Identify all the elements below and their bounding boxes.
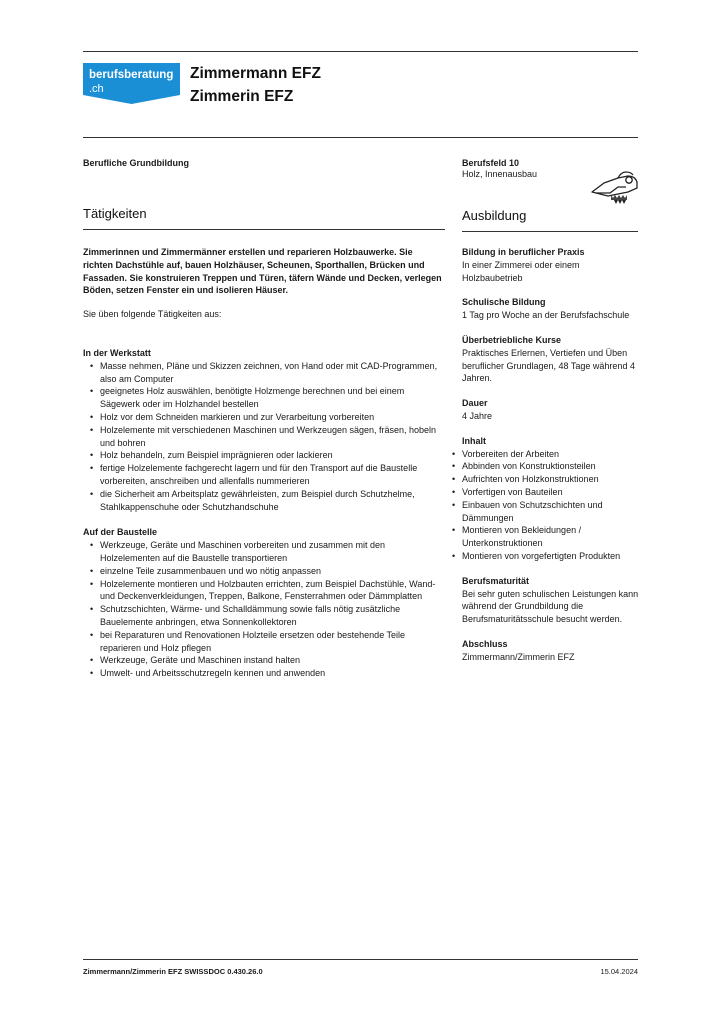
list-item: • Werkzeuge, Geräte und Maschinen instand halten bbox=[83, 654, 445, 667]
training-column bbox=[462, 246, 640, 676]
schule-block bbox=[462, 296, 640, 322]
list-item: • Holzelemente mit verschiedenen Maschinen und Werkzeugen sägen, fräsen, hobeln und bohren bbox=[83, 424, 445, 450]
abschluss-title: Abschluss bbox=[462, 638, 508, 649]
abschluss-block bbox=[462, 638, 640, 664]
praxis-text: In einer Zimmerei oder einem Holzbaubetrieb bbox=[462, 259, 580, 283]
list-item: • Masse nehmen, Pläne und Skizzen zeichnen, von Hand oder mit CAD-Programmen, also am Computer bbox=[83, 360, 445, 386]
list-item: • Werkzeuge, Geräte und Maschinen vorbereiten und zusammen mit den Holzelementen auf die Baustelle transportieren bbox=[83, 539, 445, 565]
bm-block bbox=[462, 575, 640, 626]
list-item: • Abbinden von Konstruktionsteilen bbox=[452, 460, 640, 473]
praxis-block bbox=[462, 246, 640, 284]
schule-text: 1 Tag pro Woche an der Berufsfachschule bbox=[462, 310, 630, 321]
kurse-block bbox=[462, 334, 640, 385]
list-item: • Einbauen von Schutzschichten und Dämmungen bbox=[452, 499, 640, 525]
bm-title: Berufsmaturität bbox=[462, 575, 530, 586]
section-heading-taetigkeiten: Tätigkeiten bbox=[83, 206, 147, 221]
field-title: Berufsfeld 10 bbox=[462, 158, 520, 168]
workshop-title: In der Werkstatt bbox=[83, 347, 151, 358]
header-bottom-rule bbox=[83, 137, 638, 138]
list-item: • bei Reparaturen und Renovationen Holzteile ersetzen oder bestehende Teile reparieren und Holz pflegen bbox=[83, 629, 445, 655]
praxis-title: Bildung in beruflicher Praxis bbox=[462, 247, 585, 257]
page-title-line2: Zimmerin EFZ bbox=[190, 88, 294, 105]
list-item: • Montieren von vorgefertigten Produkten bbox=[452, 550, 640, 563]
inhalt-title: Inhalt bbox=[462, 435, 486, 446]
schule-title: Schulische Bildung bbox=[462, 297, 546, 308]
list-item: • geeignetes Holz auswählen, benötigte Holzmenge berechnen und bei einem Sägewerk oder im Holzhandel bestellen bbox=[83, 385, 445, 411]
dauer-block bbox=[462, 397, 640, 423]
construction-site-list bbox=[83, 539, 445, 680]
section-heading-ausbildung: Ausbildung bbox=[462, 208, 527, 223]
top-rule bbox=[83, 51, 638, 52]
list-item: • Holz vor dem Schneiden markieren und zur Verarbeitung vorbereiten bbox=[83, 411, 445, 424]
bm-text: Bei sehr guten schulischen Leistungen kann während der Grundbildung die Berufsmaturitätsschule besucht werden. bbox=[462, 588, 639, 625]
list-item: • Vorfertigen von Bauteilen bbox=[452, 486, 640, 499]
category-label: Berufliche Grundbildung bbox=[83, 158, 189, 168]
lead-text: Sie üben folgende Tätigkeiten aus: bbox=[83, 309, 222, 320]
circular-saw-icon bbox=[588, 166, 640, 210]
berufsberatung-logo[interactable] bbox=[83, 63, 180, 104]
inhalt-list bbox=[462, 448, 640, 563]
workshop-list bbox=[83, 360, 445, 514]
footer-rule bbox=[83, 959, 638, 960]
list-item: • Umwelt- und Arbeitsschutzregeln kennen und anwenden bbox=[83, 667, 445, 680]
list-item: • einzelne Teile zusammenbauen und wo nötig anpassen bbox=[83, 565, 445, 578]
dauer-text: 4 Jahre bbox=[462, 410, 493, 421]
list-item: • Montieren von Bekleidungen / Unterkonstruktionen bbox=[452, 524, 640, 550]
list-item: • Vorbereiten der Arbeiten bbox=[452, 448, 640, 461]
list-item: • Aufrichten von Holzkonstruktionen bbox=[452, 473, 640, 486]
construction-site-title: Auf der Baustelle bbox=[83, 527, 158, 538]
field-subtitle: Holz, Innenausbau bbox=[462, 169, 538, 179]
footer-date: 15.04.2024 bbox=[600, 967, 638, 976]
list-item: • fertige Holzelemente fachgerecht lagern und für den Transport auf die Baustelle vorbereiten, anschreiben und allenfalls nummerieren bbox=[83, 462, 445, 488]
kurse-text: Praktisches Erlernen, Vertiefen und Üben beruflicher Grundlagen, 48 Tage während 4 Jahren. bbox=[462, 347, 635, 384]
page-title-line1: Zimmermann EFZ bbox=[190, 65, 321, 82]
list-item: • Schutzschichten, Wärme- und Schalldämmung sowie falls nötig zusätzliche Bauelemente anbringen, etwa Sonnenkollektoren bbox=[83, 603, 445, 629]
list-item: • die Sicherheit am Arbeitsplatz gewährleisten, zum Beispiel durch Schutzhelme, Stahlkappenschuhe oder Schutzhandschuhe bbox=[83, 488, 445, 514]
list-item: • Holz behandeln, zum Beispiel imprägnieren oder lackieren bbox=[83, 449, 445, 462]
intro-paragraph: Zimmerinnen und Zimmermänner erstellen und reparieren Holzbauwerke. Sie richten Dachstühle auf, bauen Holzhäuser, Scheunen, Sporthallen, Brücken und Fassaden. Sie konstruieren Treppen und Türen, täfern Wände und Decken, verlegen Böden, setzen Fenster ein und isolieren Häuser. bbox=[83, 247, 442, 296]
kurse-title: Überbetriebliche Kurse bbox=[462, 334, 562, 345]
list-item: • Holzelemente montieren und Holzbauten errichten, zum Beispiel Dachstühle, Wand- und Deckenverkleidungen, Treppen, Balkone, Fensterrahmen oder Dämmplatten bbox=[83, 578, 445, 604]
inhalt-block bbox=[462, 435, 640, 563]
right-heading-rule bbox=[462, 231, 638, 232]
logo-line2: .ch bbox=[89, 83, 104, 95]
logo-line1: berufsberatung bbox=[89, 69, 174, 81]
abschluss-text: Zimmermann/Zimmerin EFZ bbox=[462, 651, 575, 662]
activities-column bbox=[83, 246, 445, 680]
footer-doc-id: Zimmermann/Zimmerin EFZ SWISSDOC 0.430.26.0 bbox=[83, 967, 263, 976]
dauer-title: Dauer bbox=[462, 398, 488, 409]
left-heading-rule bbox=[83, 229, 445, 230]
